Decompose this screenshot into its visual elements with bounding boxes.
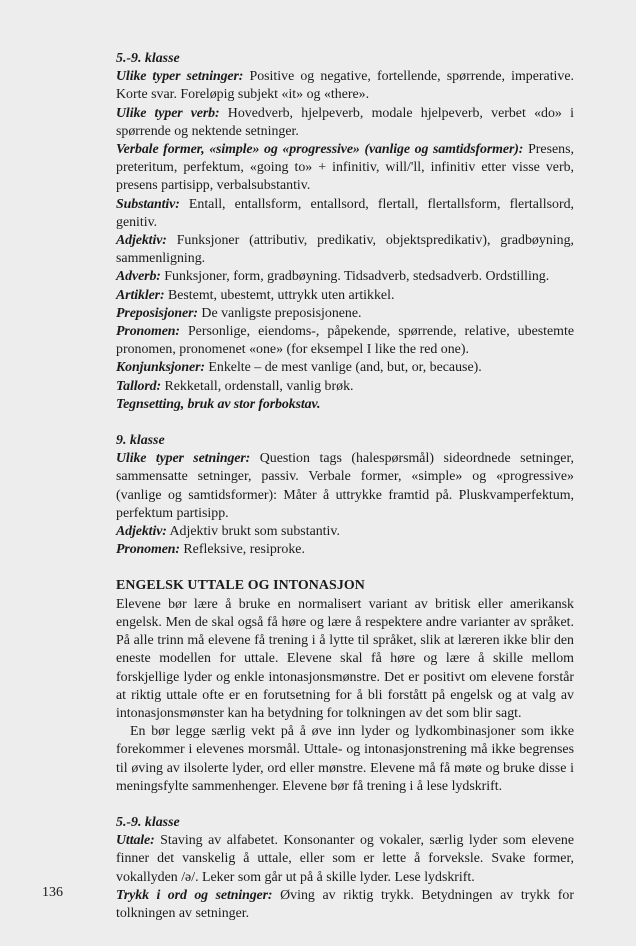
entry-trykk bbox=[116, 887, 574, 923]
entry-label: Preposisjoner: bbox=[116, 305, 198, 321]
entry-pronomen bbox=[116, 323, 574, 359]
entry-text: Personlige, eiendoms-, påpekende, spørrende, relative, ubestemte pronomen, pronomenet «one» (for eksempel I like the red one). bbox=[116, 324, 574, 358]
entry-adjektiv bbox=[116, 232, 574, 268]
section-heading-5-9: 5.-9. klasse bbox=[116, 51, 180, 66]
entry-text: Funksjoner, form, gradbøyning. Tidsadverb, stedsadverb. Ordstilling. bbox=[160, 269, 550, 285]
spacer bbox=[116, 796, 574, 814]
entry-verbale-former bbox=[116, 141, 574, 196]
entry-text: Question tags (halespørsmål) sideordnede setninger, sammensatte setninger, passiv. Verbale former, «simple» og «progressive» (vanlige og samtidsformer): Måter å uttrykke framtid på. Pluskvamperfektum, perfektum partisipp. bbox=[116, 451, 575, 521]
entry-preposisjoner bbox=[116, 305, 574, 323]
section-heading-9: 9. klasse bbox=[116, 433, 165, 449]
entry-label: Uttale: bbox=[116, 833, 155, 849]
entry-text: Entall, entallsform, entallsord, flertall, flertallsform, flertallsord, genitiv. bbox=[116, 196, 574, 230]
section-heading-uttale: ENGELSK UTTALE OG INTONASJON bbox=[116, 578, 365, 594]
entry-label: Trykk i ord og setninger: bbox=[116, 887, 273, 903]
page-number: 136 bbox=[42, 885, 63, 900]
entry-label: Artikler: bbox=[116, 287, 165, 303]
entry-label: Adjektiv: bbox=[116, 233, 167, 249]
entry-text: Bestemt, ubestemt, uttrykk uten artikkel. bbox=[164, 287, 395, 303]
entry-text: De vanligste preposisjonene. bbox=[197, 305, 362, 321]
entry-text: Funksjoner (attributiv, predikativ, objektspredikativ), gradbøyning, sammenligning. bbox=[116, 233, 574, 267]
entry-label: Adverb: bbox=[116, 269, 161, 285]
entry-text: Positive og negative, fortellende, spørrende, imperative. Korte svar. Foreløpig subjekt «it» og «there». bbox=[116, 69, 575, 103]
entry-adjektiv-9 bbox=[116, 523, 574, 541]
entry-label: Substantiv: bbox=[116, 196, 180, 212]
page-content bbox=[116, 50, 574, 923]
section-heading-5-9-uttale: 5.-9. klasse bbox=[116, 814, 180, 830]
entry-adverb bbox=[116, 268, 574, 286]
entry-text: Adjektiv brukt som substantiv. bbox=[166, 524, 340, 540]
entry-uttale bbox=[116, 832, 574, 887]
entry-label: Ulike typer setninger: bbox=[116, 69, 244, 85]
entry-ulike-typer-setninger-9 bbox=[116, 450, 574, 523]
entry-label: Tallord: bbox=[116, 378, 161, 394]
entry-text: Rekketall, ordenstall, vanlig brøk. bbox=[161, 378, 354, 394]
entry-label: Ulike typer setninger: bbox=[116, 451, 251, 467]
entry-label: Ulike typer verb: bbox=[116, 105, 220, 121]
entry-label: Konjunksjoner: bbox=[116, 360, 205, 376]
entry-label: Verbale former, «simple» og «progressive» (vanlige og samtidsformer): bbox=[116, 142, 524, 158]
entry-konjunksjoner bbox=[116, 359, 574, 377]
entry-text: Øving av riktig trykk. Betydningen av trykk for tolkningen av setninger. bbox=[116, 887, 574, 921]
paragraph-uttale-2: En bør legge særlig vekt på å øve inn lyder og lydkombinasjoner som ikke forekommer i elevenes morsmål. Uttale- og intonasjonstrening må ikke begrenses til øving av ilsolerte lyder, ord eller mønstre. Elevene må få møte og bruke disse i meningsfylte sammenhenger. Elevene bør få trening i å lese lydskrift. bbox=[116, 724, 574, 794]
entry-tegnsetting bbox=[116, 396, 574, 414]
entry-substantiv bbox=[116, 196, 574, 232]
entry-ulike-typer-verb bbox=[116, 105, 574, 141]
entry-text: Presens, preteritum, perfektum, «going to» + infinitiv, will/'ll, infinitiv etter visse verb, presens partisipp, verbalsubstantiv. bbox=[116, 142, 574, 194]
entry-label: Pronomen: bbox=[116, 324, 180, 340]
entry-text: Refleksive, resiproke. bbox=[179, 542, 305, 558]
spacer bbox=[116, 414, 574, 432]
entry-label: Tegnsetting, bruk av stor forbokstav. bbox=[116, 396, 321, 412]
entry-artikler bbox=[116, 287, 574, 305]
spacer bbox=[116, 559, 574, 577]
entry-label: Pronomen: bbox=[116, 542, 180, 558]
entry-label: Adjektiv: bbox=[116, 524, 167, 540]
entry-tallord bbox=[116, 378, 574, 396]
entry-text: Hovedverb, hjelpeverb, modale hjelpeverb, verbet «do» i spørrende og nektende setninger. bbox=[116, 105, 574, 139]
entry-text: Enkelte – de mest vanlige (and, but, or, because). bbox=[204, 360, 482, 376]
entry-text: Staving av alfabetet. Konsonanter og vokaler, særlig lyder som elevene finner det vanskelig å uttale, eller som er lette å forveksle. Svake former, vokallyden /ə/. Leker som går ut på å skille lyder. Lese lydskrift. bbox=[116, 833, 574, 885]
entry-pronomen-9 bbox=[116, 541, 574, 559]
paragraph-uttale-1: Elevene bør lære å bruke en normalisert variant av britisk eller amerikansk engelsk. Men de skal også få høre og lære å respektere andre varianter av språket. På alle trinn må elevene få trening i å lytte til språket, slik at læreren ikke blir den eneste modellen for uttale. Elevene skal få høre og lære å skille mellom forskjellige lyder og enkle intonasjonsmønstre. Det er positivt om elevene forstår at riktig uttale ofte er en forutsetning for å bli forstått på engelsk og at valg av intonasjonsmønster kan ha betydning for tolkningen av det som blir sagt. bbox=[116, 596, 574, 721]
entry-ulike-typer-setninger bbox=[116, 68, 574, 104]
